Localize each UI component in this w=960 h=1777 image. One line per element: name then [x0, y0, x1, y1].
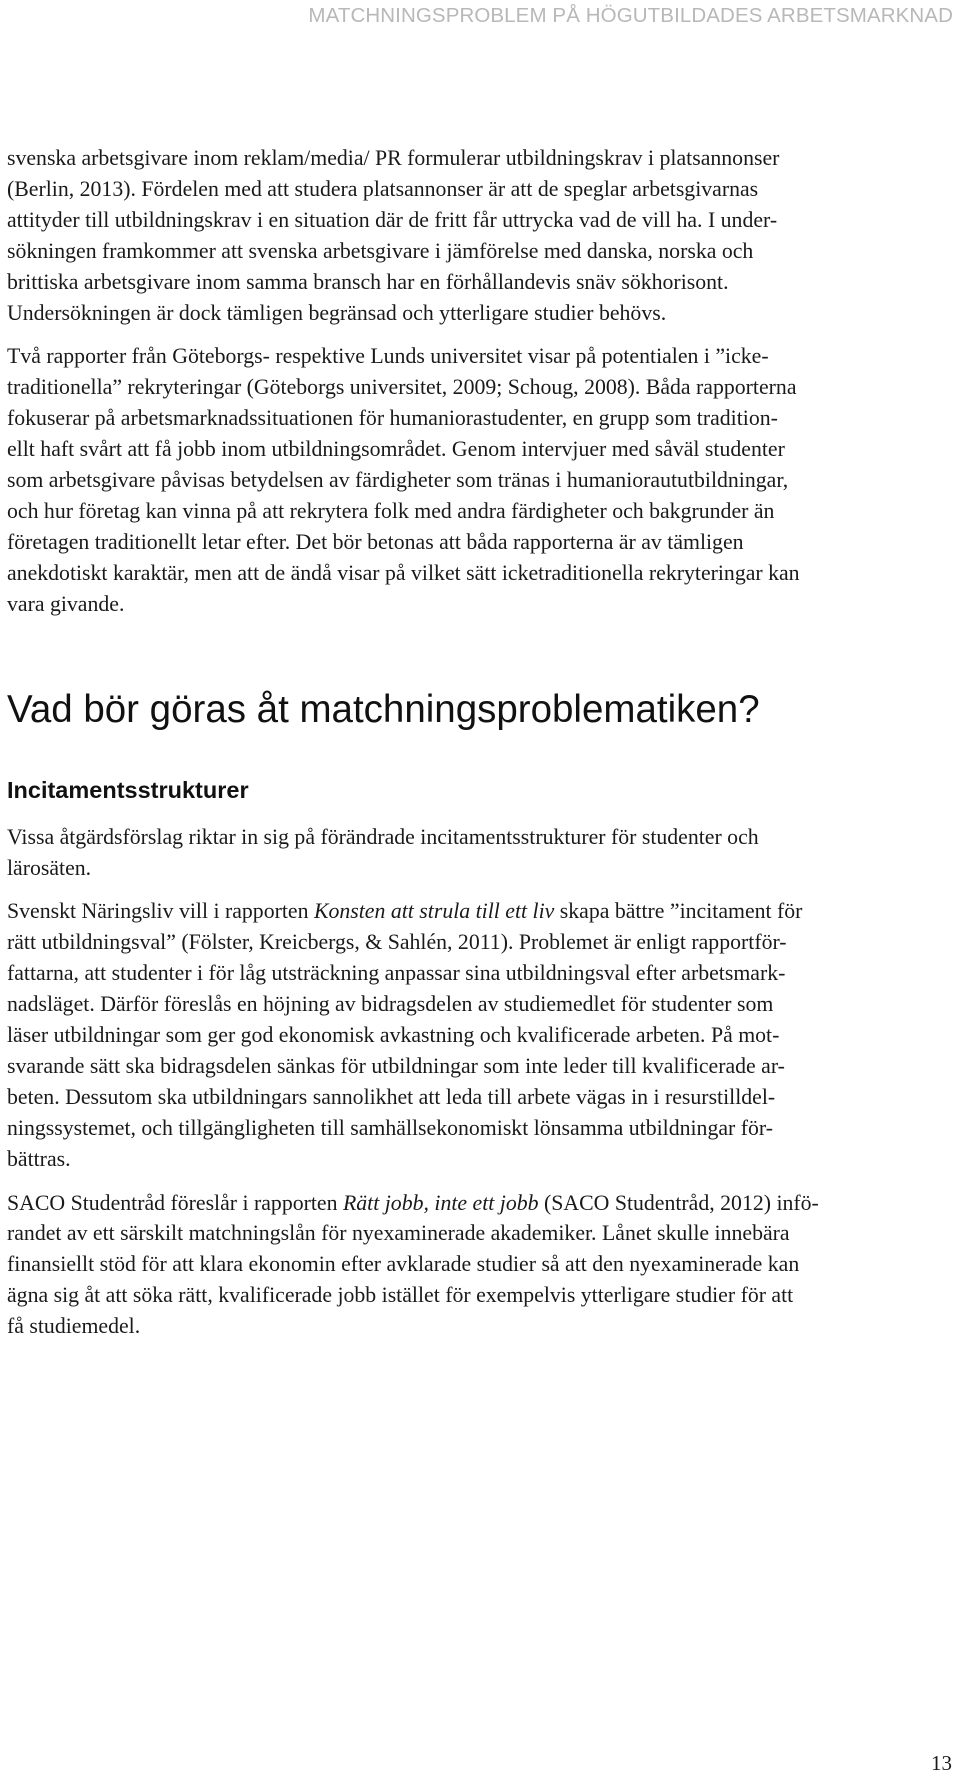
report-title: Rätt jobb, inte ett jobb [342, 1190, 539, 1215]
running-header: MATCHNINGSPROBLEM PÅ HÖGUTBILDADES ARBETSMARKNAD [308, 4, 953, 27]
text-line: ägna sig åt att söka rätt, kvalificerade jobb istället för exempelvis ytterligare studier för att [7, 1283, 794, 1308]
paragraph-rapporter [7, 341, 958, 619]
text-line: bättras. [7, 1146, 71, 1171]
page-number: 13 [931, 1751, 952, 1775]
text-line: lärosäten. [7, 855, 92, 880]
document-body [7, 143, 958, 1342]
text-line: fokuserar på arbetsmarknadssituationen för humaniorastudenter, en grupp som tradition- [7, 406, 778, 431]
text-run: skapa bättre ”incitament för [554, 899, 803, 924]
text-line: anekdotiskt karaktär, men att de ändå visar på vilket sätt icketraditionella rekryteringar kan [7, 560, 800, 585]
text-line: sökningen framkommer att svenska arbetsgivare i jämförelse med danska, norska och [7, 238, 754, 263]
text-line: svarande sätt ska bidragsdelen sänkas för utbildningar som inte leder till kvalificerade ar- [7, 1053, 785, 1078]
text-line: läser utbildningar som ger god ekonomisk avkastning och kvalificerade arbeten. På mot- [7, 1023, 780, 1048]
text-line [7, 1188, 958, 1219]
paragraph-atgardsforslag [7, 822, 958, 884]
text-line: ningssystemet, och tillgängligheten till samhällsekonomiskt lönsamma utbildningar för- [7, 1115, 773, 1140]
text-line: och hur företag kan vinna på att rekrytera folk med andra färdigheter och bakgrunder än [7, 498, 775, 523]
paragraph-svenskt-naringsliv [7, 896, 958, 1174]
text-run: (SACO Studentråd, 2012) infö- [538, 1190, 819, 1215]
text-line: Två rapporter från Göteborgs- respektive Lunds universitet visar på potentialen i ”icke- [7, 344, 769, 369]
paragraph-saco [7, 1188, 958, 1343]
section-heading: Vad bör göras åt matchningsproblematiken? [7, 687, 760, 731]
report-title: Konsten att strula till ett liv [313, 899, 555, 924]
text-line: finansiellt stöd för att klara ekonomin efter avklarade studier så att den nyexaminerade kan [7, 1252, 800, 1277]
text-line: rätt utbildningsval” (Fölster, Kreicbergs, & Sahlén, 2011). Problemet är enligt rapportför- [7, 930, 787, 955]
text-line: Vissa åtgärdsförslag riktar in sig på förändrade incitamentsstrukturer för studenter och [7, 824, 759, 849]
subsection-heading: Incitamentsstrukturer [7, 776, 249, 803]
text-line: beten. Dessutom ska utbildningars sannolikhet att leda till arbete vägas in i resurstilldel- [7, 1084, 776, 1109]
text-line [7, 896, 958, 927]
paragraph-platsannonser [7, 143, 958, 328]
text-line: företagen traditionellt letar efter. Det bör betonas att båda rapporterna är av tämligen [7, 529, 744, 554]
text-line: nadsläget. Därför föreslås en höjning av bidragsdelen av studiemedlet för studenter som [7, 992, 774, 1017]
text-run: Svenskt Näringsliv vill i rapporten [7, 899, 314, 924]
text-line: Undersökningen är dock tämligen begränsad och ytterligare studier behövs. [7, 300, 667, 325]
text-line: vara givande. [7, 591, 125, 616]
text-line: traditionella” rekryteringar (Göteborgs universitet, 2009; Schoug, 2008). Båda rapporterna [7, 375, 797, 400]
text-line: randet av ett särskilt matchningslån för nyexaminerade akademiker. Lånet skulle innebära [7, 1221, 790, 1246]
text-line: fattarna, att studenter i för låg utsträckning anpassar sina utbildningsval efter arbetsmark- [7, 961, 786, 986]
text-line: svenska arbetsgivare inom reklam/media/ PR formulerar utbildningskrav i platsannonser [7, 146, 780, 170]
text-line: (Berlin, 2013). Fördelen med att studera platsannonser är att de speglar arbetsgivarnas [7, 176, 759, 201]
text-line: ellt haft svårt att få jobb inom utbildningsområdet. Genom intervjuer med såväl studenter [7, 437, 785, 462]
text-line: som arbetsgivare påvisas betydelsen av färdigheter som tränas i humanioraututbildningar, [7, 468, 789, 493]
text-line: attityder till utbildningskrav i en situation där de fritt får uttrycka vad de vill ha. I under- [7, 207, 778, 232]
text-line: brittiska arbetsgivare inom samma bransch har en förhållandevis snäv sökhorisont. [7, 269, 729, 294]
text-line: få studiemedel. [7, 1314, 141, 1339]
text-run: SACO Studentråd föreslår i rapporten [7, 1190, 343, 1215]
